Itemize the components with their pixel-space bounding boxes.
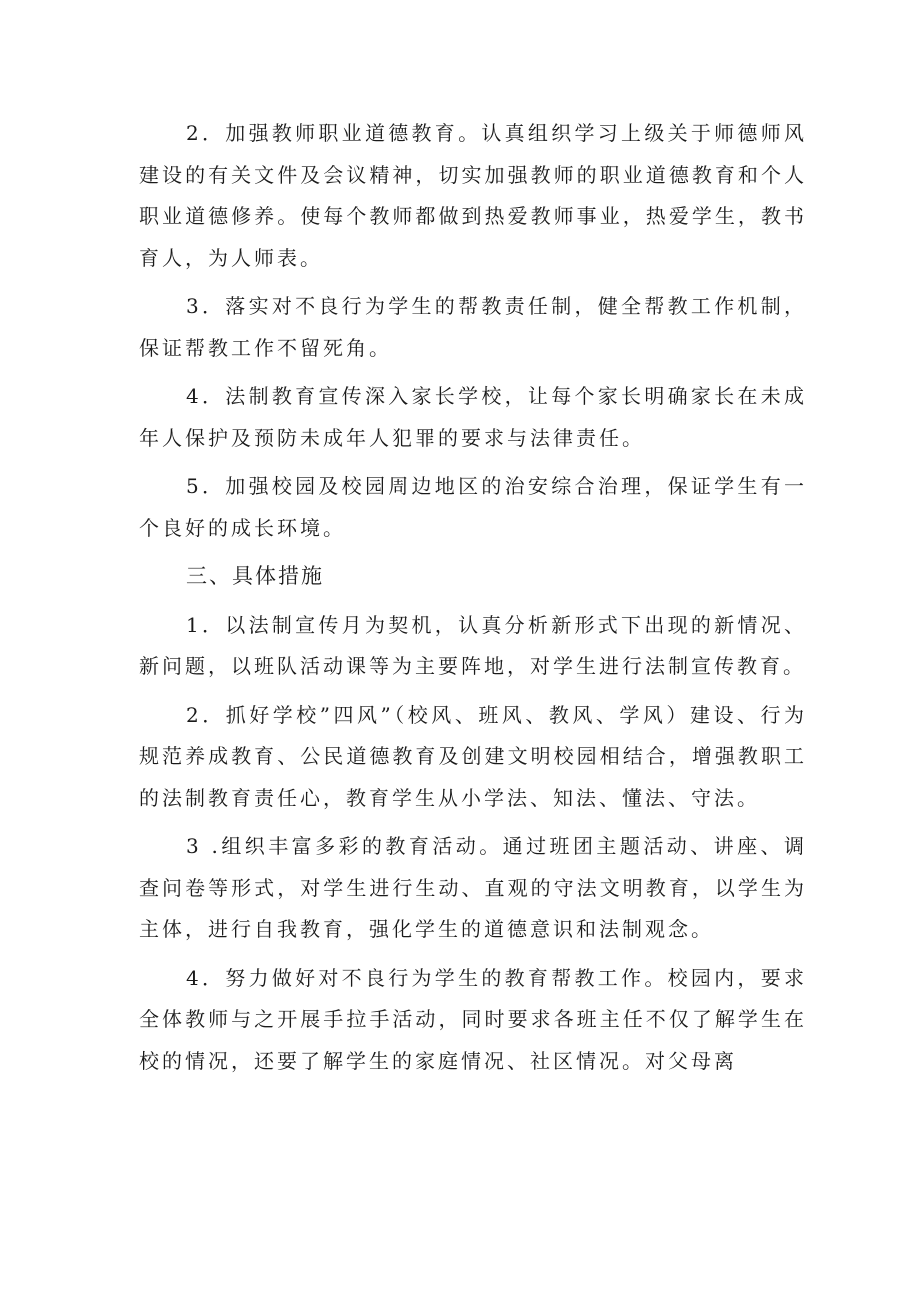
paragraph-item-3: 3．落实对不良行为学生的帮教责任制，健全帮教工作机制，保证帮教工作不留死角。 <box>139 294 807 360</box>
measure-item-2: 2．抓好学校”四风”（校风、班风、教风、学风）建设、行为规范养成教育、公民道德教育及创建文明校园相结合，增强教职工的法制教育责任心，教育学生从小学法、知法、懂法、守法。 <box>139 702 807 810</box>
measure-item-3: 3 .组织丰富多彩的教育活动。通过班团主题活动、讲座、调查问卷等形式，对学生进行生动、直观的守法文明教育，以学生为主体，进行自我教育，强化学生的道德意识和法制观念。 <box>139 834 807 941</box>
document-body <box>139 113 807 1089</box>
paragraph-item-4: 4．法制教育宣传深入家长学校，让每个家长明确家长在未成年人保护及预防未成年人犯罪的要求与法律责任。 <box>139 384 807 450</box>
paragraph-item-5: 5．加强校园及校园周边地区的治安综合治理，保证学生有一个良好的成长环境。 <box>139 474 807 540</box>
measure-item-1: 1．以法制宣传月为契机，认真分析新形式下出现的新情况、新问题，以班队活动课等为主要阵地，对学生进行法制宣传教育。 <box>139 612 807 678</box>
section-heading: 三、具体措施 <box>186 564 324 588</box>
measure-item-4: 4．努力做好对不良行为学生的教育帮教工作。校园内，要求全体教师与之开展手拉手活动，同时要求各班主任不仅了解学生在校的情况，还要了解学生的家庭情况、社区情况。对父母离 <box>139 965 807 1073</box>
paragraph-item-2: 2．加强教师职业道德教育。认真组织学习上级关于师德师风建设的有关文件及会议精神，切实加强教师的职业道德教育和个人职业道德修养。使每个教师都做到热爱教师事业，热爱学生，教书育人，为人师表。 <box>139 121 807 270</box>
